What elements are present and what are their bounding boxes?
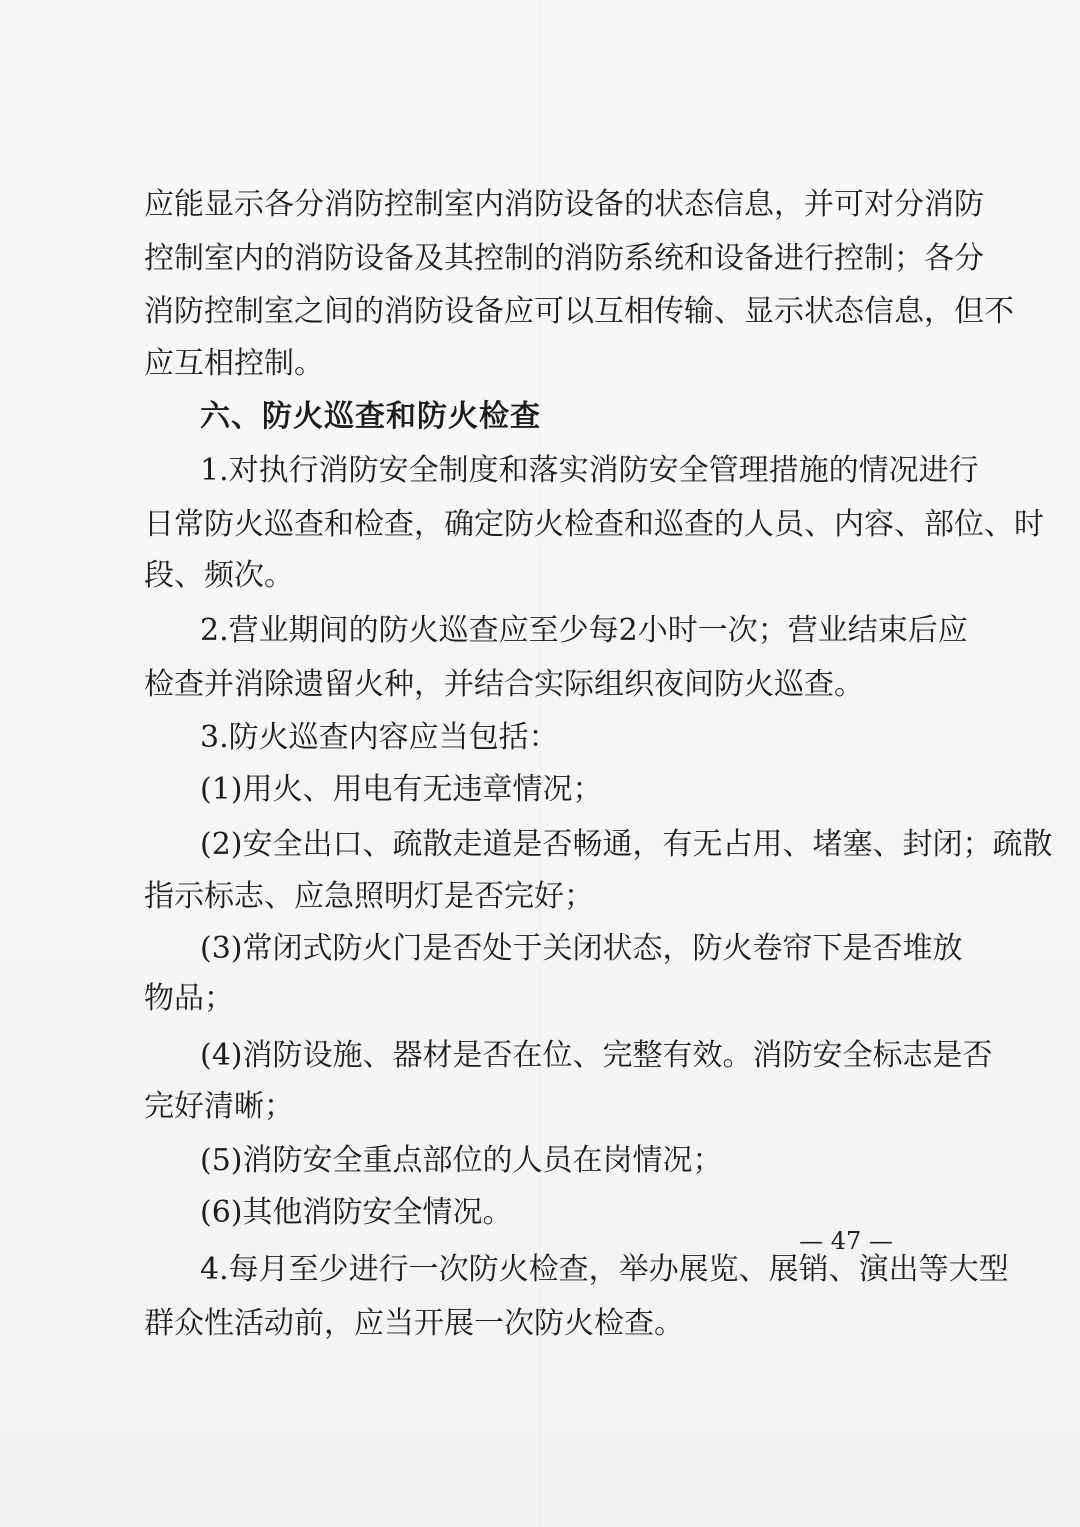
item-1-line-3: 段、频次。 bbox=[144, 558, 294, 593]
section-heading: 六、防火巡查和防火检查 bbox=[200, 399, 541, 434]
page-fold-shadow bbox=[540, 0, 541, 1527]
paragraph-line-4: 应互相控制。 bbox=[144, 346, 324, 381]
item-2-line-2: 检查并消除遗留火种，并结合实际组织夜间防火巡查。 bbox=[144, 667, 864, 702]
paragraph-line-2: 控制室内的消防设备及其控制的消防系统和设备进行控制；各分 bbox=[144, 241, 984, 276]
inspection-item-3-line-1: (3)常闭式防火门是否处于关闭状态，防火卷帘下是否堆放 bbox=[200, 931, 963, 966]
item-2-line-1: 2.营业期间的防火巡查应至少每2小时一次；营业结束后应 bbox=[200, 613, 968, 648]
inspection-item-4-line-2: 完好清晰； bbox=[144, 1089, 294, 1124]
item-3-intro: 3.防火巡查内容应当包括： bbox=[200, 720, 559, 755]
item-1-line-1: 1.对执行消防安全制度和落实消防安全管理措施的情况进行 bbox=[200, 453, 979, 488]
inspection-item-3-line-2: 物品； bbox=[144, 981, 234, 1016]
inspection-item-2-line-2: 指示标志、应急照明灯是否完好； bbox=[144, 879, 594, 914]
paragraph-line-3: 消防控制室之间的消防设备应可以互相传输、显示状态信息，但不 bbox=[144, 294, 1014, 329]
item-1-line-2: 日常防火巡查和检查，确定防火检查和巡查的人员、内容、部位、时 bbox=[144, 507, 1044, 542]
inspection-item-4-line-1: (4)消防设施、器材是否在位、完整有效。消防安全标志是否 bbox=[200, 1038, 993, 1073]
inspection-item-1: (1)用火、用电有无违章情况； bbox=[200, 772, 603, 807]
page-number: — 47 — bbox=[799, 1227, 893, 1255]
inspection-item-6: (6)其他消防安全情况。 bbox=[200, 1195, 513, 1230]
inspection-item-2-line-1: (2)安全出口、疏散走道是否畅通，有无占用、堵塞、封闭；疏散 bbox=[200, 827, 1053, 862]
item-4-line-2: 群众性活动前，应当开展一次防火检查。 bbox=[144, 1306, 684, 1341]
paragraph-line-1: 应能显示各分消防控制室内消防设备的状态信息，并可对分消防 bbox=[144, 187, 984, 222]
inspection-item-5: (5)消防安全重点部位的人员在岗情况； bbox=[200, 1143, 723, 1178]
item-4-line-1: 4.每月至少进行一次防火检查，举办展览、展销、演出等大型 bbox=[200, 1252, 1009, 1287]
